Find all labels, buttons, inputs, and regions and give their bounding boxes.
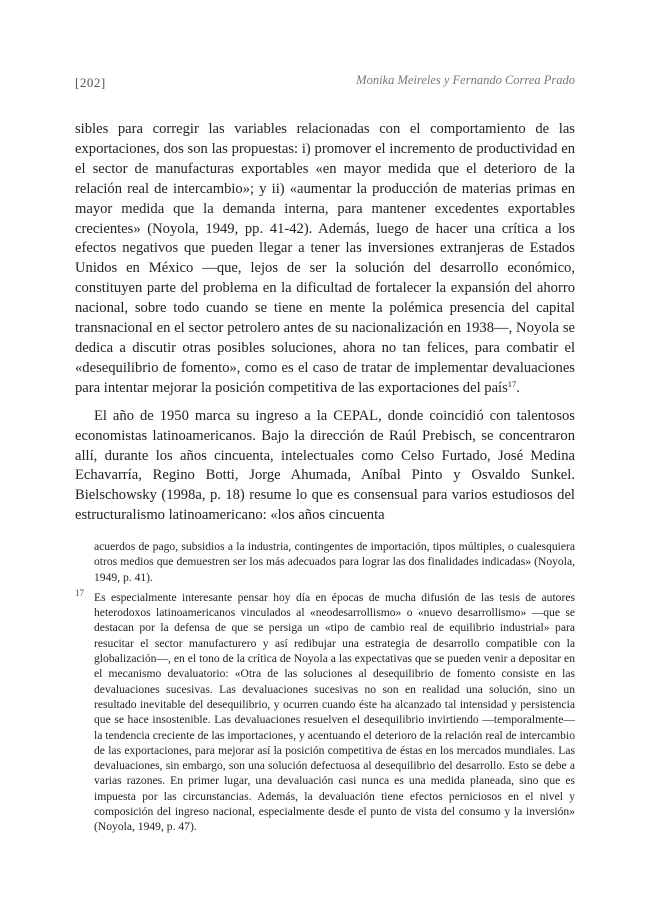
footnote-marker: 17 <box>75 587 84 598</box>
footnote-text: Es especialmente interesante pensar hoy día en épocas de mucha difusión de las tesis de autores heterodoxos latinoamericanos vinculados al «neodesarrollismo» o «nuevo desarrollismo» —que se destacan por la defensa de que se persiga un «tipo de cambio real de equilibrio industrial» para resucitar el sector manufacturero y así redibujar una estrategia de desarrollo compatible con la globalización—, en el tono de la crítica de Noyola a las expectativas que se pueden venir a depositar en el mecanismo devaluatorio: «Otra de las soluciones al desequilibrio de fomento consiste en las devaluaciones sucesivas. Las devaluaciones sucesivas no son en realidad una solución, sino un resultado inevitable del desequilibrio, y ocurren cuando éste ha alcanzado tal intensidad y persistencia que se hace insostenible. Las devaluaciones resuelven el desequilibrio invirtiendo —temporalmente— la tendencia creciente de las importaciones, y acentuando el deterioro de la relación real de intercambio de las exportaciones, para mejorar así la posición competitiva de éstas en los mercados mundiales. Las devaluaciones, sin embargo, son una solución defectuosa al desequilibrio del desarrollo. Esto se debe a varias razones. En primer lugar, una devaluación casi nunca es una medida planeada, sino que es impuesta por las circunstancias. Además, la devaluación tiene efectos perniciosos en el nivel y composición del ingreso nacional, especialmente desde el punto de vista del consumo y la inversión» (Noyola, 1949, p. 47). <box>94 590 575 834</box>
footnote-continuation: acuerdos de pago, subsidios a la industria, contingentes de importación, tipos múltiples, o cualesquiera otros medios que demuestren ser los más adecuados para lograr las dos finalidades indicadas» (Noyola, 1949, p. 41). <box>94 540 575 584</box>
running-header: Monika Meireles y Fernando Correa Prado <box>356 73 575 87</box>
footnotes <box>75 539 575 835</box>
paragraph-end: . <box>516 379 520 396</box>
footnote-reference[interactable]: 17 <box>507 378 517 389</box>
body-text <box>75 120 575 526</box>
footnote-17 <box>75 587 575 835</box>
paragraph <box>75 120 575 399</box>
page-number: [202] <box>75 75 106 90</box>
paragraph-text: sibles para corregir las variables relacionadas con el comportamiento de las exportaciones, dos son las propuestas: i) promover el incremento de productividad en el sector de manufacturas exportables «en mayor medida que el deterioro de la relación real de intercambio»; y ii) «aumentar la producción de materias primas en mayor medida que la demanda interna, para mantener excedentes exportables crecientes» (Noyola, 1949, pp. 41-42). Además, luego de hacer una crítica a los efectos negativos que pueden llegar a tener las inversiones extranjeras de Estados Unidos en México —que, lejos de ser la solución del desarrollo económico, constituyen parte del problema en la dificultad de fortalecer la expansión del ahorro nacional, sobre todo cuando se tiene en mente la polémica presencia del capital transnacional en el sector petrolero antes de su nacionalización en 1938—, Noyola se dedica a discutir otras posibles soluciones, ahora no tan felices, para combatir el «desequilibrio de fomento», como es el caso de tratar de implementar devaluaciones para intentar mejorar la posición competitiva de las exportaciones del país <box>75 121 575 396</box>
paragraph: El año de 1950 marca su ingreso a la CEPAL, donde coincidió con talentosos economistas latinoamericanos. Bajo la dirección de Raúl Prebisch, se concentraron allí, durante los años cincuenta, intelectuales como Celso Furtado, José Medina Echavarría, Regino Botti, Jorge Ahumada, Aníbal Pinto y Osvaldo Sunkel. Bielschowsky (1998a, p. 18) resume lo que es consensual para varios estudiosos del estructuralismo latinoamericano: «los años cincuenta <box>75 407 575 524</box>
